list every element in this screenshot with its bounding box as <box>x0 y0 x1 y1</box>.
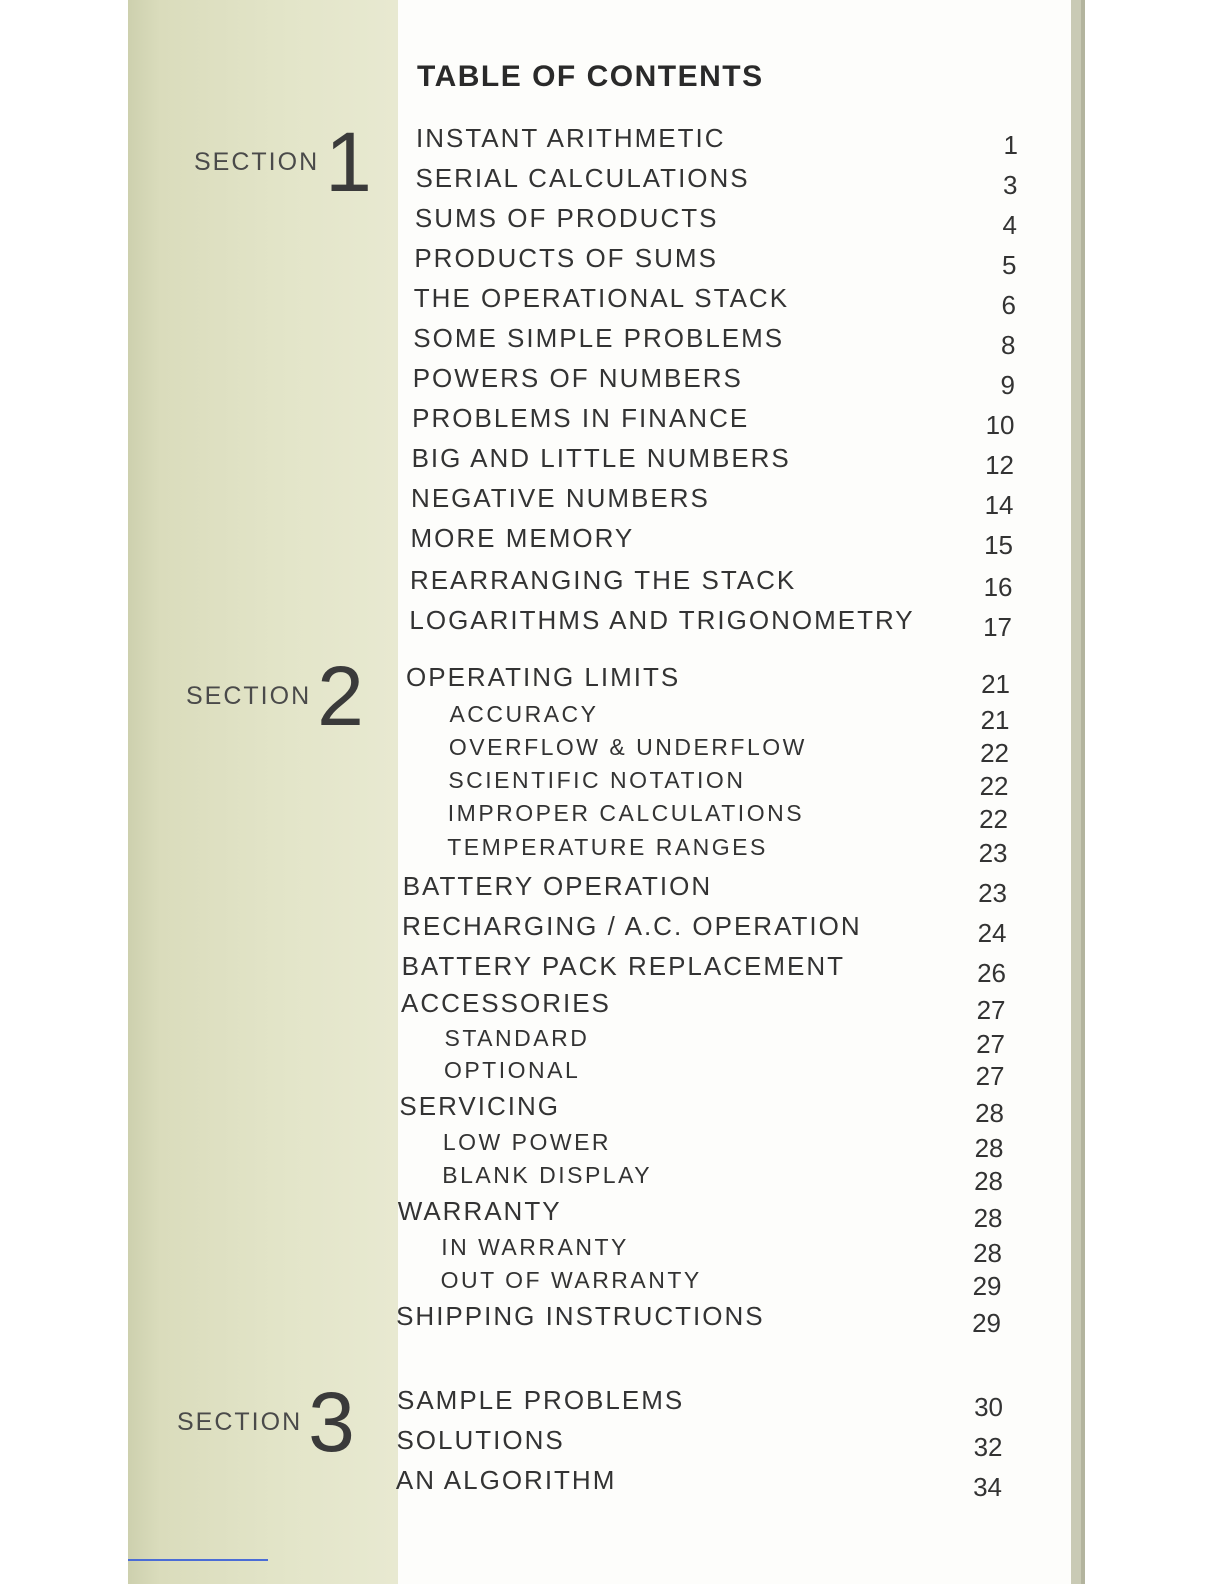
toc-page-number: 24 <box>977 918 1007 948</box>
toc-page-number: 28 <box>975 1098 1004 1128</box>
section-word: SECTION <box>194 147 320 176</box>
toc-page-number: 27 <box>975 1061 1005 1091</box>
link-underline <box>128 1559 268 1561</box>
toc-page-number: 28 <box>973 1238 1002 1268</box>
toc-subentry-title: LOW POWER <box>442 1129 612 1155</box>
toc-page-number: 28 <box>973 1203 1003 1233</box>
section-1-label <box>194 115 372 209</box>
toc-page-number: 28 <box>974 1166 1003 1196</box>
toc-subentry-title: ACCURACY <box>449 701 599 727</box>
toc-page-number: 1 <box>1003 130 1018 160</box>
toc-page-number: 9 <box>1000 370 1015 400</box>
toc-entry-title: THE OPERATIONAL STACK <box>413 283 790 313</box>
toc-entry-title: REARRANGING THE STACK <box>409 565 797 595</box>
toc-page-number: 14 <box>984 490 1014 520</box>
page-title: TABLE OF CONTENTS <box>417 60 764 93</box>
toc-entry-title: SERIAL CALCULATIONS <box>415 163 750 193</box>
toc-page-number: 4 <box>1002 210 1017 240</box>
toc-page-number: 22 <box>980 738 1009 768</box>
toc-page-number: 6 <box>1001 290 1016 320</box>
toc-entry-title: RECHARGING / A.C. OPERATION <box>402 911 862 941</box>
toc-page-number: 34 <box>973 1472 1002 1502</box>
toc-entry-title: WARRANTY <box>397 1196 562 1226</box>
toc-subentry-title: OPTIONAL <box>443 1057 581 1083</box>
toc-entry-title: BATTERY OPERATION <box>402 871 713 901</box>
section-3-label <box>177 1375 355 1469</box>
toc-page-number: 8 <box>1001 330 1016 360</box>
toc-page-number: 21 <box>981 669 1010 699</box>
toc-entry-title: ACCESSORIES <box>401 988 611 1018</box>
toc-page-number: 17 <box>983 612 1012 642</box>
toc-entry-title: AN ALGORITHM <box>395 1465 617 1495</box>
toc-page-number: 23 <box>978 878 1007 908</box>
toc-page-number: 22 <box>979 771 1009 801</box>
toc-page-number: 10 <box>985 410 1015 440</box>
toc-page-number: 32 <box>973 1432 1003 1462</box>
toc-page-number: 21 <box>980 705 1010 735</box>
toc-entry-title: LOGARITHMS AND TRIGONOMETRY <box>409 605 915 635</box>
toc-entry-title: SUMS OF PRODUCTS <box>414 203 719 233</box>
toc-subentry-title: IN WARRANTY <box>441 1234 629 1260</box>
page-edge-shadow <box>1081 0 1085 1584</box>
toc-page-number: 29 <box>972 1271 1002 1301</box>
toc-entry-title: PROBLEMS IN FINANCE <box>412 403 750 433</box>
section-number: 3 <box>308 1375 355 1469</box>
toc-page-number: 15 <box>984 530 1013 560</box>
toc-page-number: 27 <box>976 995 1006 1025</box>
toc-entry-title: SOME SIMPLE PROBLEMS <box>413 323 785 353</box>
toc-subentry-title: IMPROPER CALCULATIONS <box>447 800 805 826</box>
section-word: SECTION <box>186 681 312 710</box>
toc-page-number: 3 <box>1003 170 1018 200</box>
toc-page-number: 26 <box>977 958 1006 988</box>
toc-page-number: 5 <box>1002 250 1017 280</box>
toc-entry-title: POWERS OF NUMBERS <box>412 363 743 393</box>
toc-page-number: 12 <box>985 450 1014 480</box>
toc-page-number: 30 <box>974 1392 1003 1422</box>
left-margin <box>0 0 128 1584</box>
toc-entry-title: OPERATING LIMITS <box>406 662 681 692</box>
toc-page-number: 23 <box>978 838 1008 868</box>
toc-entry-title: SAMPLE PROBLEMS <box>397 1385 685 1415</box>
toc-subentry-title: TEMPERATURE RANGES <box>447 834 768 860</box>
page-edge <box>1071 0 1081 1584</box>
section-sidebar <box>128 0 398 1584</box>
toc-entry-title: SHIPPING INSTRUCTIONS <box>396 1301 765 1331</box>
toc-subentry-title: OVERFLOW & UNDERFLOW <box>448 734 807 760</box>
toc-page-number: 28 <box>974 1133 1004 1163</box>
toc-page-number: 29 <box>972 1308 1001 1338</box>
toc-entry-title: INSTANT ARITHMETIC <box>416 123 726 153</box>
toc-subentry-title: SCIENTIFIC NOTATION <box>448 767 746 793</box>
toc-page-number: 16 <box>983 572 1013 602</box>
section-number: 1 <box>325 115 372 209</box>
toc-subentry-title: STANDARD <box>444 1025 590 1051</box>
toc-entry-title: SERVICING <box>399 1091 560 1121</box>
toc-entry-title: BIG AND LITTLE NUMBERS <box>411 443 791 473</box>
section-word: SECTION <box>177 1407 303 1436</box>
section-2-label <box>186 649 364 743</box>
toc-subentry-title: OUT OF WARRANTY <box>440 1267 702 1293</box>
toc-page-number: 27 <box>976 1029 1005 1059</box>
toc-entry-title: SOLUTIONS <box>396 1425 565 1455</box>
toc-subentry-title: BLANK DISPLAY <box>442 1162 653 1188</box>
toc-entry-title: BATTERY PACK REPLACEMENT <box>401 951 845 981</box>
section-number: 2 <box>317 649 364 743</box>
toc-entry-title: PRODUCTS OF SUMS <box>414 243 718 273</box>
toc-page-number: 22 <box>979 804 1008 834</box>
toc-entry-title: MORE MEMORY <box>410 523 635 553</box>
toc-entry-title: NEGATIVE NUMBERS <box>411 483 710 513</box>
